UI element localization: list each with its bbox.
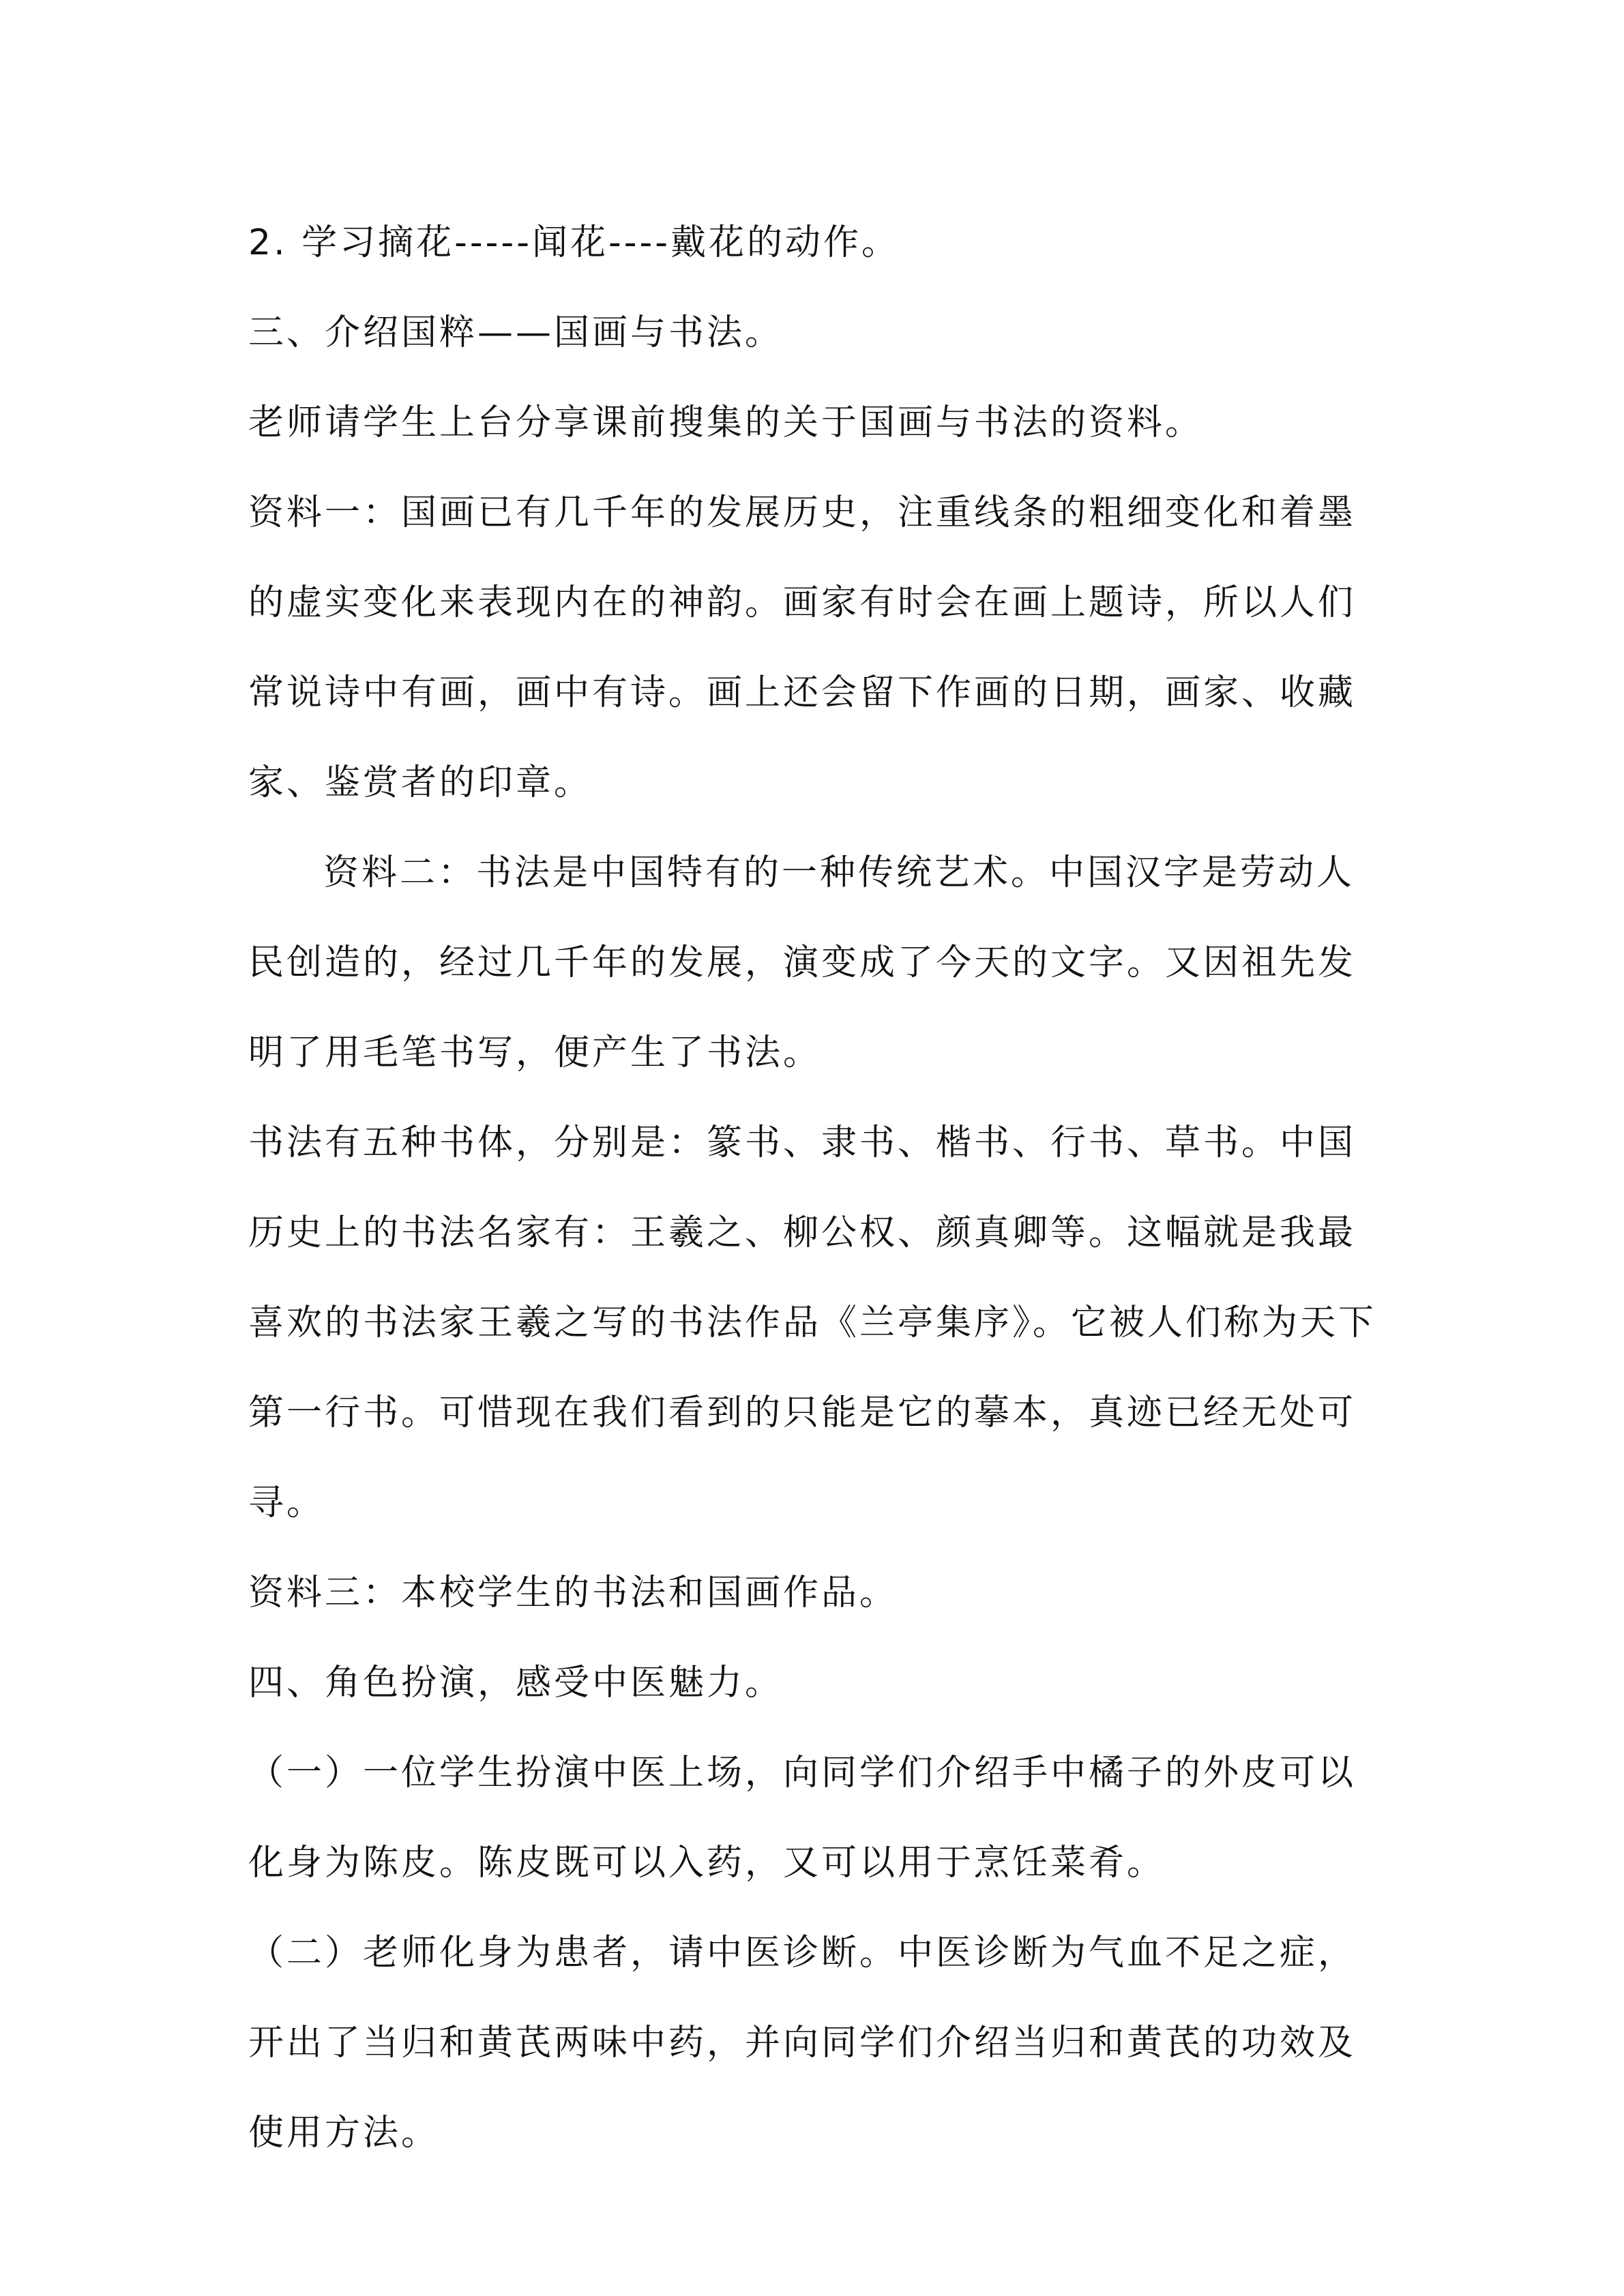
role-play-1-paragraph: （一）一位学生扮演中医上场，向同学们介绍手中橘子的外皮可以化身为陈皮。陈皮既可以入药，又可以用于烹饪菜肴。 — [248, 1753, 1357, 1883]
material-3-paragraph: 资料三：本校学生的书法和国画作品。 — [248, 1572, 898, 1613]
section-3-heading: 三、介绍国粹——国画与书法。 — [248, 312, 784, 353]
material-2-paragraph: 资料二：书法是中国特有的一种传统艺术。中国汉字是劳动人民创造的，经过几千年的发展，演变成了今天的文字。又因祖先发明了用毛笔书写，便产生了书法。 — [248, 852, 1357, 1073]
role-play-2-paragraph: （二）老师化身为患者，请中医诊断。中医诊断为气血不足之症，开出了当归和黄芪两味中药，并向同学们介绍当归和黄芪的功效及使用方法。 — [248, 1933, 1357, 2153]
step-2-paragraph: 2. 学习摘花-----闻花----戴花的动作。 — [248, 222, 900, 263]
document-body — [248, 198, 1381, 2178]
calligraphy-styles-paragraph: 书法有五种书体，分别是：篆书、隶书、楷书、行书、草书。中国历史上的书法名家有：王羲之、柳公权、颜真卿等。这幅就是我最喜欢的书法家王羲之写的书法作品《兰亭集序》。它被人们称为天下第一行书。可惜现在我们看到的只能是它的摹本，真迹已经无处可寻。 — [248, 1122, 1377, 1523]
material-1-paragraph: 资料一：国画已有几千年的发展历史，注重线条的粗细变化和着墨的虚实变化来表现内在的神韵。画家有时会在画上题诗，所以人们常说诗中有画，画中有诗。画上还会留下作画的日期，画家、收藏家、鉴赏者的印章。 — [248, 492, 1357, 803]
section-4-heading: 四、角色扮演，感受中医魅力。 — [248, 1663, 784, 1703]
teacher-instruction-paragraph: 老师请学生上台分享课前搜集的关于国画与书法的资料。 — [248, 402, 1204, 443]
